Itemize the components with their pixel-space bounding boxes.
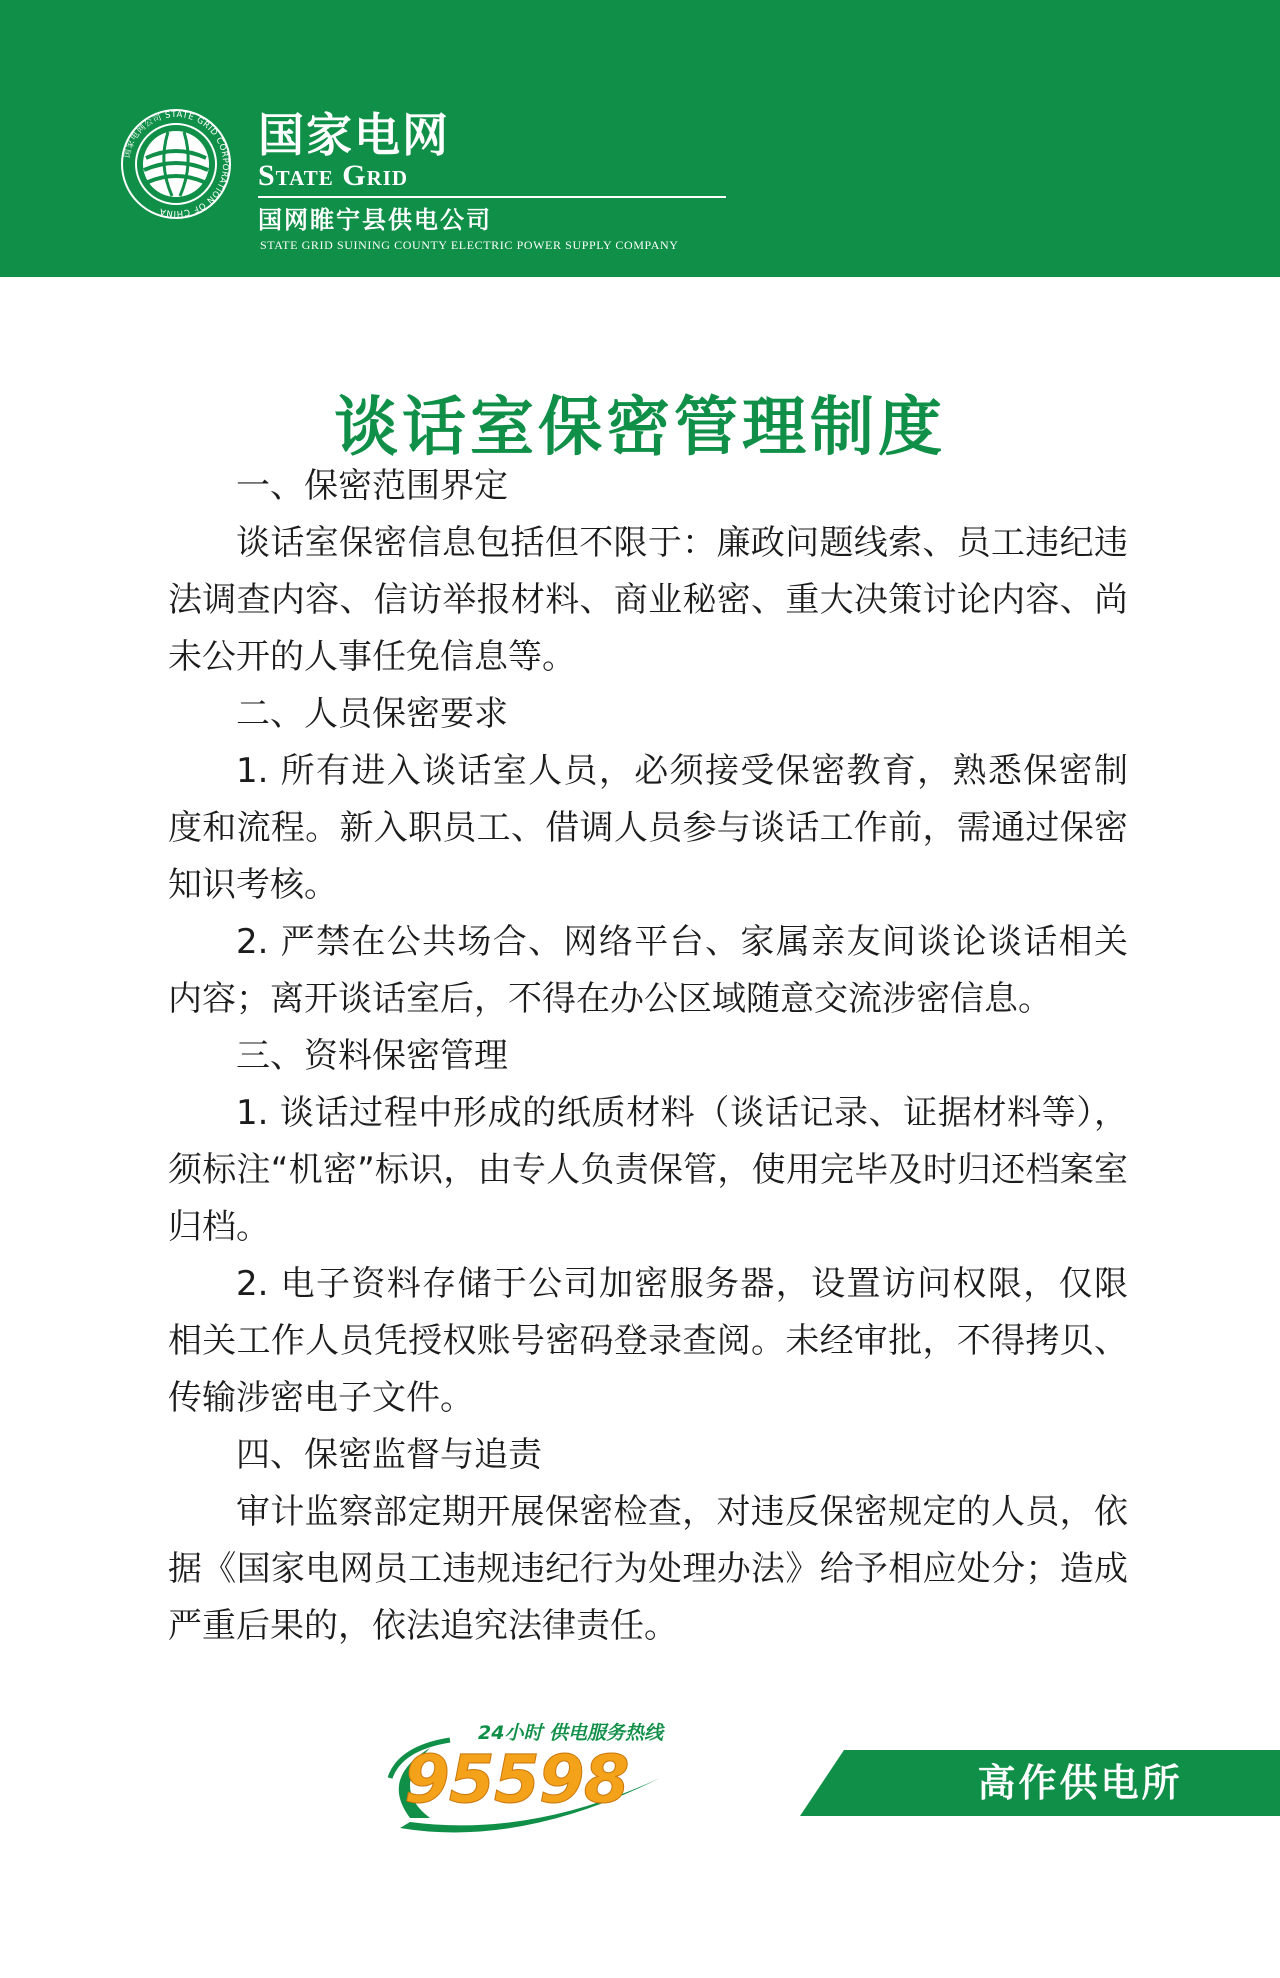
section-heading-1: 一、保密范围界定 bbox=[236, 466, 508, 506]
logo-ring-text: 国家电网公司 STATE GRID CORPORATION OF CHINA bbox=[122, 109, 231, 219]
document-title: 谈话室保密管理制度 bbox=[334, 390, 946, 465]
section-heading-4: 四、保密监督与追责 bbox=[236, 1435, 542, 1475]
station-name: 高作供电所 bbox=[977, 1761, 1183, 1805]
brand-name-en: State Grid bbox=[258, 159, 409, 192]
section-paragraph: 1. 所有进入谈话室人员，必须接受保密教育，熟悉保密制度和流程。新入职员工、借调人员参与谈话工作前，需通过保密知识考核。 bbox=[168, 751, 1128, 905]
section-paragraph: 谈话室保密信息包括但不限于：廉政问题线索、员工违纪违法调查内容、信访举报材料、商业秘密、重大决策讨论内容、尚未公开的人事任免信息等。 bbox=[168, 523, 1128, 677]
hotline-number: 95598 bbox=[404, 1741, 629, 1818]
section-paragraph: 1. 谈话过程中形成的纸质材料（谈话记录、证据材料等），须标注“机密”标识，由专人负责保管，使用完毕及时归还档案室归档。 bbox=[168, 1093, 1128, 1247]
state-grid-logo-icon bbox=[120, 108, 232, 220]
hotline-label: 24小时 供电服务热线 bbox=[478, 1722, 664, 1744]
header-divider bbox=[258, 196, 726, 198]
brand-name-cn: 国家电网 bbox=[258, 108, 450, 162]
section-heading-3: 三、资料保密管理 bbox=[236, 1036, 508, 1076]
section-heading-2: 二、人员保密要求 bbox=[236, 694, 508, 734]
company-name-en: STATE GRID SUINING COUNTY ELECTRIC POWER SUPPLY COMPANY bbox=[260, 238, 679, 252]
section-paragraph: 审计监察部定期开展保密检查，对违反保密规定的人员，依据《国家电网员工违规违纪行为处理办法》给予相应处分；造成严重后果的，依法追究法律责任。 bbox=[168, 1492, 1128, 1646]
header-banner bbox=[0, 0, 1280, 277]
regulation-body bbox=[168, 458, 1128, 1655]
section-paragraph: 2. 严禁在公共场合、网络平台、家属亲友间谈论谈话相关内容；离开谈话室后，不得在办公区域随意交流涉密信息。 bbox=[168, 922, 1128, 1019]
company-name-cn: 国网睢宁县供电公司 bbox=[258, 206, 492, 234]
section-paragraph: 2. 电子资料存储于公司加密服务器，设置访问权限，仅限相关工作人员凭授权账号密码登录查阅。未经审批，不得拷贝、传输涉密电子文件。 bbox=[168, 1264, 1128, 1418]
